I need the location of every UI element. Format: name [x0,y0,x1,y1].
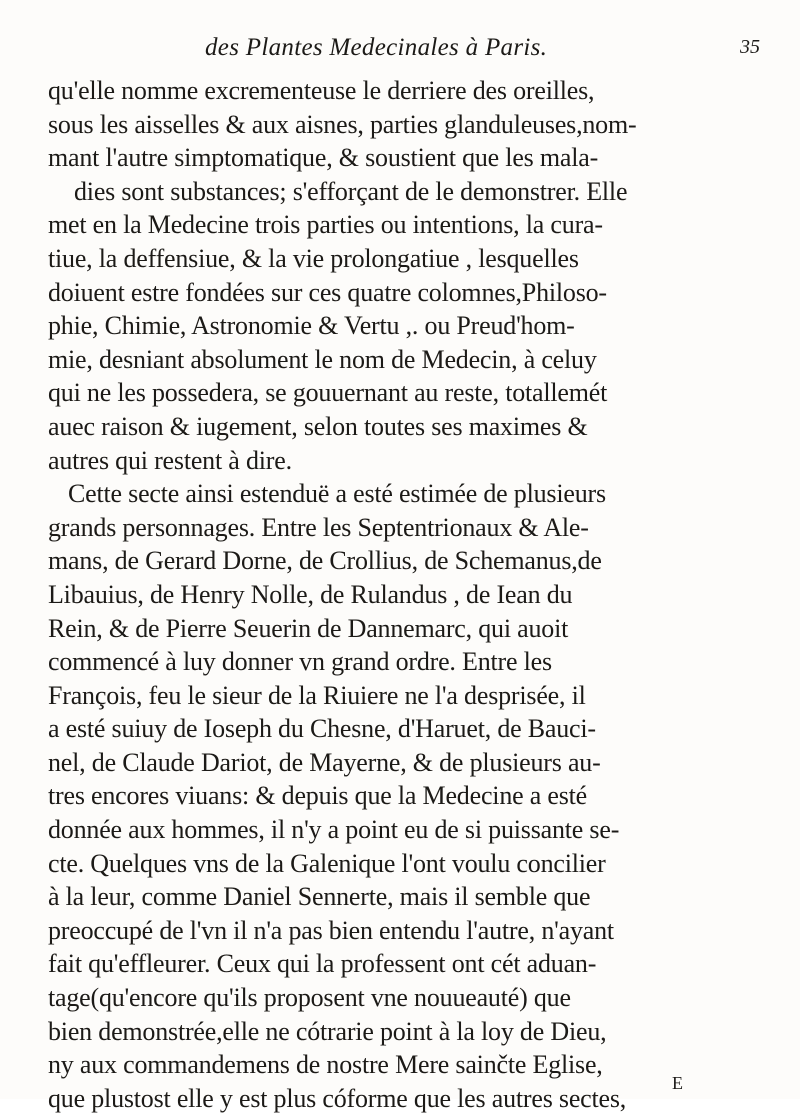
text-line: grands personnages. Entre les Septentrionaux & Ale- [48,512,589,542]
text-line: cte. Quelques vns de la Galenique l'ont voulu concilier [48,848,606,878]
text-line: donnée aux hommes, il n'y a point eu de si puissante se- [48,815,620,845]
body-text [48,74,778,1115]
page-number: 35 [740,36,760,58]
text-line: tiue, la deffensiue, & la vie prolongatiue , lesquelles [48,243,579,273]
text-line: fait qu'effleurer. Ceux qui la professent ont cét aduan- [48,949,597,979]
text-line: François, feu le sieur de la Riuiere ne l'a desprisée, il [48,680,586,710]
running-head [0,34,800,64]
text-line: auec raison & iugement, selon toutes ses maximes & [48,411,588,441]
text-line: nel, de Claude Dariot, de Mayerne, & de plusieurs au- [48,747,601,777]
text-line: mant l'autre simptomatique, & soustient que les mala- [48,143,599,173]
text-line: tage(qu'encore qu'ils proposent vne nouueauté) que [48,983,571,1013]
text-line: dies sont substances; s'efforçant de le demonstrer. Elle [74,176,628,206]
text-line: que plustost elle y est plus cóforme que les autres sectes, [48,1083,627,1113]
text-line: Cette secte ainsi estenduë a esté estimée de plusieurs [68,479,606,509]
text-line: preoccupé de l'vn il n'a pas bien entendu l'autre, n'ayant [48,915,614,945]
text-line: à la leur, comme Daniel Sennerte, mais il semble que [48,882,591,912]
text-line: tres encores viuans: & depuis que la Medecine a esté [48,781,588,811]
running-title: des Plantes Medecinales à Paris. [205,34,548,61]
text-line: ny aux commandemens de nostre Mere sainčte Eglise, [48,1050,603,1080]
text-line: mie, desniant absolument le nom de Medecin, à celuy [48,344,597,374]
text-line: autres qui restent à dire. [48,445,292,475]
text-line: commencé à luy donner vn grand ordre. Entre les [48,647,552,677]
text-line: qui ne les possedera, se gouuernant au reste, totallemét [48,378,608,408]
text-line: a esté suiuy de Ioseph du Chesne, d'Haruet, de Bauci- [48,714,596,744]
text-line: met en la Medecine trois parties ou intentions, la cura- [48,210,603,240]
text-line: bien demonstrée,elle ne cótrarie point à la loy de Dieu, [48,1016,607,1046]
text-line: sous les aisselles & aux aisnes, parties glanduleuses,nom- [48,109,637,139]
text-line: Rein, & de Pierre Seuerin de Dannemarc, qui auoit [48,613,569,643]
text-line: doiuent estre fondées sur ces quatre colomnes,Philoso- [48,277,607,307]
text-line: phie, Chimie, Astronomie & Vertu ,. ou Preud'hom- [48,311,575,341]
text-line: mans, de Gerard Dorne, de Crollius, de Schemanus,de [48,546,602,576]
text-line: Libauius, de Henry Nolle, de Rulandus , de Iean du [48,579,573,609]
signature-mark: E [672,1073,683,1093]
text-line: qu'elle nomme excrementeuse le derriere des oreilles, [48,76,595,105]
